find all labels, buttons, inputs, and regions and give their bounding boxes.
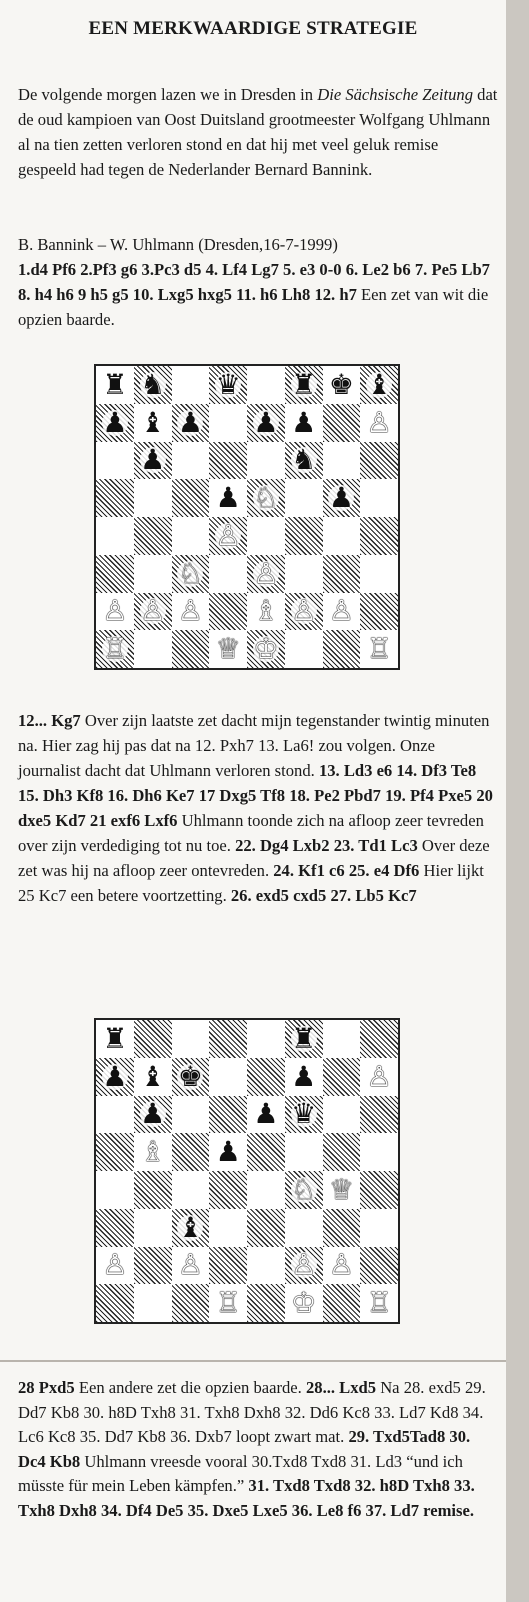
square-d8 <box>209 366 247 404</box>
chess-piece-wN-icon: ♘ <box>291 1172 317 1206</box>
square-e8 <box>247 1020 285 1058</box>
chess-piece-bQ-icon: ♛ <box>215 367 241 401</box>
square-h7 <box>360 404 398 442</box>
chess-piece-bR-icon: ♜ <box>102 1021 128 1055</box>
chess-piece-wP-icon: ♙ <box>328 594 354 628</box>
chess-piece-bB-icon: ♝ <box>177 1210 203 1244</box>
square-e5 <box>247 479 285 517</box>
square-a8 <box>96 1020 134 1058</box>
square-d5 <box>209 1133 247 1171</box>
square-f7 <box>285 1058 323 1096</box>
square-a6 <box>96 442 134 480</box>
move-notation: 31. Txd8 Txd8 32. h8D Txh8 33. Txh8 Dxh8 34. Df4 De5 35. Dxe5 Lxe5 36. Le8 f6 37. Ld7 remise. <box>18 1476 475 1520</box>
square-g6 <box>323 1096 361 1134</box>
square-f8 <box>285 366 323 404</box>
square-a7 <box>96 1058 134 1096</box>
square-b6 <box>134 442 172 480</box>
chess-piece-wB-icon: ♗ <box>140 1135 166 1169</box>
square-a4 <box>96 517 134 555</box>
article-title: EEN MERKWAARDIGE STRATEGIE <box>88 18 418 39</box>
commentary-text: Uhlmann vreesde vooral 30.Txd8 Txd8 31. Ld3 “und ich müsste für mein Leben kämpfen.” <box>18 1451 463 1495</box>
square-c2 <box>172 593 210 631</box>
square-c8 <box>172 1020 210 1058</box>
chess-piece-wN-icon: ♘ <box>177 556 203 590</box>
square-h8 <box>360 1020 398 1058</box>
square-h4 <box>360 1171 398 1209</box>
chess-piece-bR-icon: ♜ <box>291 367 317 401</box>
square-a2 <box>96 1247 134 1285</box>
chess-piece-bP-icon: ♟ <box>253 405 279 439</box>
square-b7 <box>134 404 172 442</box>
square-e1 <box>247 630 285 668</box>
commentary-text: Een andere zet die opzien baarde. <box>74 1378 306 1397</box>
commentary-text: Uhlmann toonde zich na afloop zeer tevreden over zijn verdediging tot nu toe. <box>18 811 484 855</box>
chess-piece-bN-icon: ♞ <box>140 367 166 401</box>
square-f2 <box>285 593 323 631</box>
square-c4 <box>172 517 210 555</box>
chess-piece-wP-icon: ♙ <box>102 1248 128 1282</box>
square-h8 <box>360 366 398 404</box>
square-f6 <box>285 442 323 480</box>
square-c8 <box>172 366 210 404</box>
square-d5 <box>209 479 247 517</box>
square-b2 <box>134 1247 172 1285</box>
square-d3 <box>209 555 247 593</box>
square-g2 <box>323 593 361 631</box>
square-g6 <box>323 442 361 480</box>
square-d7 <box>209 404 247 442</box>
chess-piece-wP-icon: ♙ <box>215 518 241 552</box>
square-a1 <box>96 1284 134 1322</box>
square-a3 <box>96 1209 134 1247</box>
square-g7 <box>323 1058 361 1096</box>
move-notation: 22. Dg4 Lxb2 23. Td1 Lc3 <box>235 836 418 855</box>
square-a3 <box>96 555 134 593</box>
square-h3 <box>360 555 398 593</box>
square-d1 <box>209 630 247 668</box>
square-c6 <box>172 442 210 480</box>
square-a8 <box>96 366 134 404</box>
chess-piece-bP-icon: ♟ <box>253 1097 279 1131</box>
square-e7 <box>247 404 285 442</box>
chess-piece-bP-icon: ♟ <box>215 1135 241 1169</box>
square-g5 <box>323 479 361 517</box>
square-b5 <box>134 1133 172 1171</box>
square-c7 <box>172 1058 210 1096</box>
commentary-text: Hier lijkt 25 Kc7 een betere voortzetting. <box>18 861 484 905</box>
chess-diagram-2 <box>94 1018 400 1324</box>
square-g3 <box>323 555 361 593</box>
scan-edge <box>506 0 529 1600</box>
move-notation: 28 Pxd5 <box>18 1378 75 1397</box>
square-g1 <box>323 630 361 668</box>
square-b3 <box>134 555 172 593</box>
square-f4 <box>285 517 323 555</box>
square-f5 <box>285 1133 323 1171</box>
square-g5 <box>323 1133 361 1171</box>
newspaper-name: Die Sächsische Zeitung <box>317 85 473 104</box>
square-g4 <box>323 1171 361 1209</box>
square-a6 <box>96 1096 134 1134</box>
square-g3 <box>323 1209 361 1247</box>
square-b1 <box>134 1284 172 1322</box>
square-f2 <box>285 1247 323 1285</box>
chess-piece-bP-icon: ♟ <box>291 405 317 439</box>
square-b4 <box>134 517 172 555</box>
chess-piece-bP-icon: ♟ <box>102 405 128 439</box>
square-c4 <box>172 1171 210 1209</box>
square-e1 <box>247 1284 285 1322</box>
square-g2 <box>323 1247 361 1285</box>
square-c7 <box>172 404 210 442</box>
chess-piece-wR-icon: ♖ <box>215 1286 241 1320</box>
chess-piece-bP-icon: ♟ <box>102 1059 128 1093</box>
square-f7 <box>285 404 323 442</box>
square-h2 <box>360 593 398 631</box>
square-c3 <box>172 1209 210 1247</box>
chess-piece-bP-icon: ♟ <box>291 1059 317 1093</box>
square-d8 <box>209 1020 247 1058</box>
chess-piece-wP-icon: ♙ <box>177 1248 203 1282</box>
square-b5 <box>134 479 172 517</box>
square-a1 <box>96 630 134 668</box>
square-f1 <box>285 630 323 668</box>
square-h7 <box>360 1058 398 1096</box>
square-h6 <box>360 442 398 480</box>
square-b3 <box>134 1209 172 1247</box>
square-d2 <box>209 593 247 631</box>
square-h5 <box>360 479 398 517</box>
square-f4 <box>285 1171 323 1209</box>
chess-piece-wK-icon: ♔ <box>291 1286 317 1320</box>
square-d6 <box>209 442 247 480</box>
square-g8 <box>323 366 361 404</box>
square-b1 <box>134 630 172 668</box>
square-f5 <box>285 479 323 517</box>
square-c6 <box>172 1096 210 1134</box>
chess-piece-bN-icon: ♞ <box>291 443 317 477</box>
square-f6 <box>285 1096 323 1134</box>
square-h6 <box>360 1096 398 1134</box>
square-h1 <box>360 630 398 668</box>
chess-piece-bQ-icon: ♛ <box>291 1097 317 1131</box>
intro-paragraph <box>18 82 498 182</box>
square-a4 <box>96 1171 134 1209</box>
square-e5 <box>247 1133 285 1171</box>
move-notation: 26. exd5 cxd5 27. Lb5 Kc7 <box>230 886 417 905</box>
square-e3 <box>247 555 285 593</box>
chess-piece-bB-icon: ♝ <box>140 405 166 439</box>
square-h4 <box>360 517 398 555</box>
move-notation: 29. Txd5Tad8 30. Dc4 Kb8 <box>18 1427 471 1471</box>
square-d6 <box>209 1096 247 1134</box>
chess-piece-wP-icon: ♙ <box>177 594 203 628</box>
square-g7 <box>323 404 361 442</box>
square-e6 <box>247 1096 285 1134</box>
chess-piece-wP-icon: ♙ <box>291 594 317 628</box>
square-c2 <box>172 1247 210 1285</box>
square-h2 <box>360 1247 398 1285</box>
move-notation: 12... Kg7 <box>18 711 81 730</box>
square-f3 <box>285 1209 323 1247</box>
square-e4 <box>247 517 285 555</box>
chess-piece-bP-icon: ♟ <box>215 481 241 515</box>
square-e4 <box>247 1171 285 1209</box>
chess-piece-wR-icon: ♖ <box>366 632 392 666</box>
intro-post: dat de oud kampioen van Oost Duitsland grootmeester Wolfgang Uhlmann al na tien zetten verloren stond en dat hij met veel geluk remise gespeeld had tegen de Nederlander Bernard Bannink. <box>18 85 498 179</box>
square-g8 <box>323 1020 361 1058</box>
chess-piece-bP-icon: ♟ <box>328 481 354 515</box>
chess-piece-wB-icon: ♗ <box>253 594 279 628</box>
square-h3 <box>360 1209 398 1247</box>
chess-piece-wP-icon: ♙ <box>102 594 128 628</box>
chess-piece-wR-icon: ♖ <box>366 1286 392 1320</box>
commentary-text: Over deze zet was hij na afloop zeer ontevreden. <box>18 836 490 880</box>
square-b2 <box>134 593 172 631</box>
square-e7 <box>247 1058 285 1096</box>
square-c5 <box>172 479 210 517</box>
chess-piece-bR-icon: ♜ <box>291 1021 317 1055</box>
square-h1 <box>360 1284 398 1322</box>
chess-piece-bK-icon: ♚ <box>328 367 354 401</box>
middle-paragraph <box>18 708 498 908</box>
square-a7 <box>96 404 134 442</box>
opening-moves: 1.d4 Pf6 2.Pf3 g6 3.Pc3 d5 4. Lf4 Lg7 5. e3 0-0 6. Le2 b6 7. Pe5 Lb7 8. h4 h6 9 h5 g5 10. Lxg5 hxg5 11. h6 Lh8 12. h7 <box>18 260 490 304</box>
chess-piece-wP-icon: ♙ <box>291 1248 317 1282</box>
chess-piece-wP-icon: ♙ <box>366 405 392 439</box>
square-f3 <box>285 555 323 593</box>
square-e8 <box>247 366 285 404</box>
chess-piece-wP-icon: ♙ <box>140 594 166 628</box>
square-b6 <box>134 1096 172 1134</box>
chess-piece-bP-icon: ♟ <box>140 1097 166 1131</box>
chess-piece-wP-icon: ♙ <box>328 1248 354 1282</box>
square-d7 <box>209 1058 247 1096</box>
square-b8 <box>134 1020 172 1058</box>
commentary-text: Over zijn laatste zet dacht mijn tegenstander twintig minuten na. Hier zag hij pas dat na 12. Pxh7 13. La6! zou volgen. Onze journalist dacht dat Uhlmann verloren stond. <box>18 711 490 780</box>
square-e2 <box>247 593 285 631</box>
square-d4 <box>209 517 247 555</box>
square-d4 <box>209 1171 247 1209</box>
commentary-text: Na 28. exd5 29. Dd7 Kb8 30. h8D Txh8 31. Txh8 Dxh8 32. Dd6 Kc8 33. Ld7 Kd8 34. Lc6 Kc8 35. Dd7 Kb8 36. Dxb7 loopt zwart mat. <box>18 1378 486 1446</box>
square-c1 <box>172 1284 210 1322</box>
square-f8 <box>285 1020 323 1058</box>
chess-piece-bP-icon: ♟ <box>140 443 166 477</box>
square-a5 <box>96 1133 134 1171</box>
square-e3 <box>247 1209 285 1247</box>
square-f1 <box>285 1284 323 1322</box>
clipping-page-2 <box>0 1360 506 1602</box>
opening-comment: Een zet van wit die opzien baarde. <box>18 285 489 329</box>
move-notation: 13. Ld3 e6 14. Df3 Te8 15. Dh3 Kf8 16. Dh6 Ke7 17 Dxg5 Tf8 18. Pe2 Pbd7 19. Pf4 Pxe5 20 dxe5 Kd7 21 exf6 Lxf6 <box>18 761 493 830</box>
square-b7 <box>134 1058 172 1096</box>
chess-piece-bB-icon: ♝ <box>366 367 392 401</box>
square-d3 <box>209 1209 247 1247</box>
square-c5 <box>172 1133 210 1171</box>
square-g4 <box>323 517 361 555</box>
chess-piece-wK-icon: ♔ <box>253 632 279 666</box>
square-b4 <box>134 1171 172 1209</box>
chess-piece-wQ-icon: ♕ <box>215 632 241 666</box>
chess-piece-bR-icon: ♜ <box>102 367 128 401</box>
chess-piece-wP-icon: ♙ <box>253 556 279 590</box>
square-g1 <box>323 1284 361 1322</box>
chess-piece-wQ-icon: ♕ <box>328 1172 354 1206</box>
opening-paragraph <box>18 232 498 332</box>
square-d1 <box>209 1284 247 1322</box>
square-e2 <box>247 1247 285 1285</box>
square-c1 <box>172 630 210 668</box>
ending-paragraph <box>18 1376 498 1523</box>
chess-piece-bK-icon: ♚ <box>177 1059 203 1093</box>
square-d2 <box>209 1247 247 1285</box>
move-notation: 24. Kf1 c6 25. e4 Df6 <box>273 861 420 880</box>
intro-pre: De volgende morgen lazen we in Dresden in <box>18 85 318 104</box>
chess-piece-bP-icon: ♟ <box>177 405 203 439</box>
square-c3 <box>172 555 210 593</box>
square-a5 <box>96 479 134 517</box>
chess-diagram-1 <box>94 364 400 670</box>
chess-piece-wP-icon: ♙ <box>366 1059 392 1093</box>
square-e6 <box>247 442 285 480</box>
chess-piece-wR-icon: ♖ <box>102 632 128 666</box>
square-b8 <box>134 366 172 404</box>
move-notation: 28... Lxd5 <box>305 1378 377 1397</box>
square-a2 <box>96 593 134 631</box>
game-header: B. Bannink – W. Uhlmann (Dresden,16-7-1999) <box>18 235 338 254</box>
square-h5 <box>360 1133 398 1171</box>
chess-piece-bB-icon: ♝ <box>140 1059 166 1093</box>
chess-piece-wN-icon: ♘ <box>253 481 279 515</box>
